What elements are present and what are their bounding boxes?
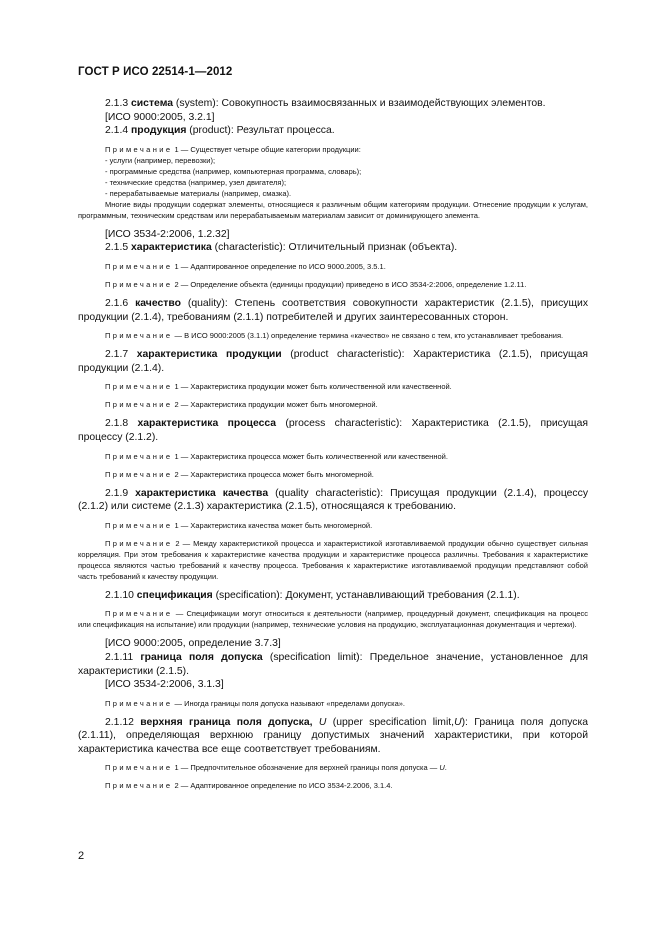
note: Примечание — Иногда границы поля допуска называют «пределами допуска». — [105, 698, 406, 708]
document-header: ГОСТ Р ИСО 22514-1—2012 — [78, 66, 233, 78]
term-name: продукция — [131, 125, 187, 137]
note: Примечание 1 — Предпочтительное обозначение для верхней границы поля допуска — U. — [105, 763, 447, 773]
term-entry-2-1-10: 2.1.10 спецификация (specification): Документ, устанавливающий требования (2.1.1). — [105, 589, 520, 601]
term-entry-2-1-8: 2.1.8 характеристика процесса (process characteristic): Характеристика (2.1.5), присущая процессу (2.1.2). — [78, 418, 589, 443]
term-entry-2-1-4: 2.1.4 продукция (product): Результат процесса. — [105, 125, 335, 137]
term-name: спецификация — [136, 589, 213, 601]
note-label: Примечание — [105, 451, 173, 461]
term-definition: Степень соответствия совокупности характеристик (2.1.5), присущих продукции (2.1.4), требованиям (2.1.1) потребителей и других заинтересованных сторон. — [78, 297, 589, 323]
term-entry-2-1-3: 2.1.3 система (system): Совокупность взаимосвязанных и взаимодействующих элементов. — [105, 98, 546, 109]
term-name: качество — [135, 297, 181, 309]
term-name: характеристика процесса — [137, 418, 277, 430]
term-definition: Предельное значение, установленное для характеристики (2.1.5). — [78, 651, 588, 677]
term-entry-2-1-12: 2.1.12 верхняя граница поля допуска, U (upper specification limit,U): Граница поля допуска (2.1.11), определяющая верхнюю границу допустимых значений характеристики, при которой характеристика качества все еще соответствует требованиям. — [78, 716, 589, 755]
note-paragraph: Многие виды продукции содержат элементы, относящиеся к различным общим категориям продукции. Отнесение продукции к услугам, программным, техническим средствам или перерабатываемым материалам зависит от доминирующего элемента. — [78, 199, 588, 220]
note-label: Примечание — [105, 279, 173, 289]
list-item: - технические средства (например, узел двигателя); — [105, 177, 287, 187]
note-label: Примечание — [105, 144, 173, 154]
term-symbol: U — [318, 716, 327, 728]
term-definition: Присущая продукции (2.1.4), процессу (2.1.2) или системе (2.1.3) характеристика (2.1.5), относящаяся к требованию. — [78, 487, 589, 513]
note-label: Примечание — [105, 382, 173, 392]
term-name: характеристика продукции — [136, 349, 282, 361]
note: Примечание 2 — Между характеристикой процесса и характеристикой изготавливаемой продукции обычно существует сильная корреляция. При этом требования к характеристике качества продукции и характеристике процесса различны. Требования к характеристике процесса являются частью требований к качеству процесса. Требования к характеристике изготавливаемой продукции представляют собой часть требований к качеству продукции. — [78, 538, 588, 581]
list-item: - программные средства (например, компьютерная программа, словарь); — [105, 166, 362, 176]
page-number: 2 — [78, 850, 85, 862]
note: Примечание 1 — Существует четыре общие категории продукции: — [105, 144, 361, 154]
term-name: верхняя граница поля допуска, — [140, 716, 313, 728]
note-label: Примечание — [105, 331, 173, 341]
note-label: Примечание — [105, 698, 173, 708]
list-item: - перерабатываемые материалы (например, смазка). — [105, 188, 292, 198]
note-label: Примечание — [105, 538, 173, 548]
document-body — [78, 97, 588, 798]
term-definition: Документ, устанавливающий требования (2.1.1). — [285, 589, 520, 601]
note-label: Примечание — [105, 469, 173, 479]
term-name: система — [131, 98, 174, 109]
source-reference: [ИСО 9000:2005, 3.2.1] — [105, 111, 215, 123]
note: Примечание 1 — Характеристика процесса может быть количественной или качественной. — [105, 451, 448, 461]
term-entry-2-1-7: 2.1.7 характеристика продукции (product characteristic): Характеристика (2.1.5), присущая продукции (2.1.4). — [78, 349, 588, 374]
note-label: Примечание — [105, 520, 173, 530]
term-definition: Характеристика (2.1.5), присущая процессу (2.1.2). — [78, 418, 589, 443]
note-label: Примечание — [105, 261, 173, 271]
note: Примечание 2 — Адаптированное определение по ИСО 3534-2.2006, 3.1.4. — [105, 781, 393, 791]
note: Примечание — Спецификации могут относиться к деятельности (например, процедурный документ, спецификация на процесс или спецификация на испытание) или продукции (например, технические условия на продукцию, эксплуатационная документация и чертежи). — [78, 609, 588, 630]
note: Примечание 1 — Характеристика качества может быть многомерной. — [105, 520, 373, 530]
source-reference: [ИСО 9000:2005, определение 3.7.3] — [105, 638, 281, 650]
term-name: граница поля допуска — [140, 651, 263, 663]
term-entry-2-1-6: 2.1.6 качество (quality): Степень соответствия совокупности характеристик (2.1.5), присущих продукции (2.1.4), требованиям (2.1.1) потребителей и других заинтересованных сторон. — [78, 297, 589, 323]
term-definition: Отличительный признак (объекта). — [288, 242, 458, 254]
note: Примечание 2 — Характеристика продукции может быть многомерной. — [105, 400, 378, 410]
note-label: Примечание — [105, 763, 173, 773]
note: Примечание 2 — Характеристика процесса может быть многомерной. — [105, 469, 374, 479]
note-label: Примечание — [105, 609, 173, 619]
note: Примечание 1 — Адаптированное определение по ИСО 9000.2005, 3.5.1. — [105, 261, 386, 271]
term-name: характеристика качества — [135, 487, 269, 499]
note: Примечание — В ИСО 9000:2005 (3.1.1) определение термина «качество» не связано с тем, кто устанавливает требования. — [105, 331, 564, 341]
list-item: - услуги (например, перевозки); — [105, 155, 216, 165]
term-entry-2-1-5: 2.1.5 характеристика (characteristic): Отличительный признак (объекта). — [105, 242, 458, 254]
term-entry-2-1-11: 2.1.11 граница поля допуска (specification limit): Предельное значение, установленное для характеристики (2.1.5). — [78, 651, 588, 677]
note-label: Примечание — [105, 400, 173, 410]
term-definition: Совокупность взаимосвязанных и взаимодействующих элементов. — [221, 98, 546, 109]
source-reference: [ИСО 3534-2:2006, 3.1.3] — [105, 679, 224, 691]
term-name: характеристика — [131, 242, 212, 254]
source-reference: [ИСО 3534-2:2006, 1.2.32] — [105, 228, 230, 240]
note: Примечание 1 — Характеристика продукции может быть количественной или качественной. — [105, 382, 452, 392]
note: Примечание 2 — Определение объекта (единицы продукции) приведено в ИСО 3534-2:2006, определение 1.2.11. — [105, 279, 527, 289]
note-label: Примечание — [105, 781, 173, 791]
term-definition: Результат процесса. — [236, 125, 335, 137]
term-definition: Характеристика (2.1.5), присущая продукции (2.1.4). — [78, 349, 588, 374]
term-entry-2-1-9: 2.1.9 характеристика качества (quality characteristic): Присущая продукции (2.1.4), процессу (2.1.2) или системе (2.1.3) характеристика (2.1.5), относящаяся к требованию. — [78, 487, 589, 513]
term-definition: Граница поля допуска (2.1.11), определяющая верхнюю границу допустимых значений характеристики, при которой характеристика качества все еще соответствует требованиям. — [78, 716, 589, 755]
